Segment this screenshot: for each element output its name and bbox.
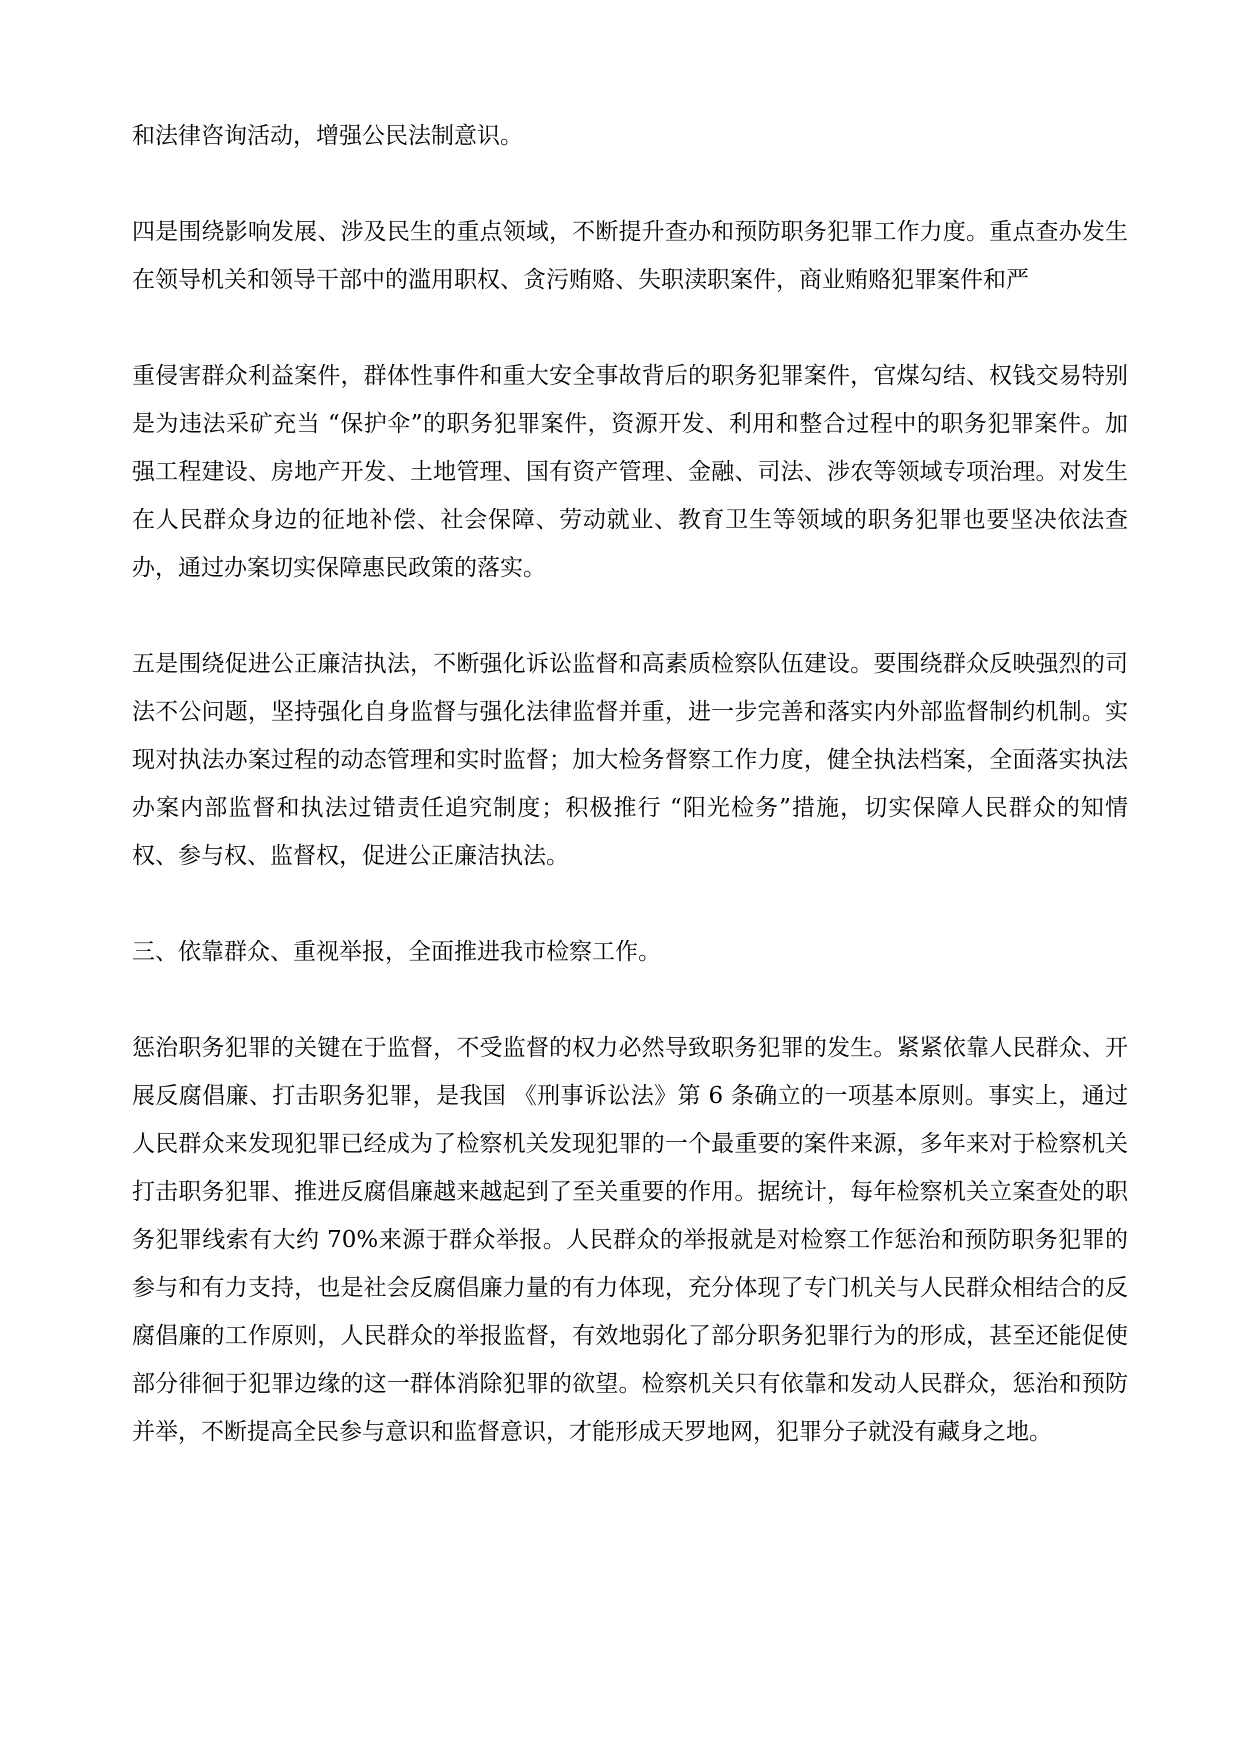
paragraph-4: 五是围绕促进公正廉洁执法，不断强化诉讼监督和高素质检察队伍建设。要围绕群众反映强烈的司法不公问题，坚持强化自身监督与强化法律监督并重，进一步完善和落实内外部监督制约机制。实现对执法办案过程的动态管理和实时监督；加大检务督察工作力度，健全执法档案，全面落实执法办案内部监督和执法过错责任追究制度；积极推行 “阳光检务”措施，切实保障人民群众的知情权、参与权、监督权，促进公正廉洁执法。: [132, 651, 1128, 869]
document-page: [132, 112, 1128, 1456]
paragraph-1: 和法律咨询活动，增强公民法制意识。: [132, 123, 523, 149]
paragraph-5: 惩治职务犯罪的关键在于监督，不受监督的权力必然导致职务犯罪的发生。紧紧依靠人民群众、开展反腐倡廉、打击职务犯罪，是我国 《刑事诉讼法》第 6 条确立的一项基本原则。事实上，通过人民群众来发现犯罪已经成为了检察机关发现犯罪的一个最重要的案件来源，多年来对于检察机关打击职务犯罪、推进反腐倡廉越来越起到了至关重要的作用。据统计，每年检察机关立案查处的职务犯罪线索有大约 70%来源于群众举报。人民群众的举报就是对检察工作惩治和预防职务犯罪的参与和有力支持，也是社会反腐倡廉力量的有力体现，充分体现了专门机关与人民群众相结合的反腐倡廉的工作原则，人民群众的举报监督，有效地弱化了部分职务犯罪行为的形成，甚至还能促使部分徘徊于犯罪边缘的这一群体消除犯罪的欲望。检察机关只有依靠和发动人民群众，惩治和预防并举，不断提高全民参与意识和监督意识，才能形成天罗地网，犯罪分子就没有藏身之地。: [132, 1035, 1128, 1445]
paragraph-3: 重侵害群众利益案件，群体性事件和重大安全事故背后的职务犯罪案件，官煤勾结、权钱交易特别是为违法采矿充当 “保护伞”的职务犯罪案件，资源开发、利用和整合过程中的职务犯罪案件。加强工程建设、房地产开发、土地管理、国有资产管理、金融、司法、涉农等领域专项治理。对发生在人民群众身边的征地补偿、社会保障、劳动就业、教育卫生等领域的职务犯罪也要坚决依法查办，通过办案切实保障惠民政策的落实。: [132, 363, 1128, 581]
section-heading: 三、依靠群众、重视举报，全面推进我市检察工作。: [132, 939, 661, 965]
paragraph-2: 四是围绕影响发展、涉及民生的重点领域，不断提升查办和预防职务犯罪工作力度。重点查办发生在领导机关和领导干部中的滥用职权、贪污贿赂、失职渎职案件，商业贿赂犯罪案件和严: [132, 219, 1128, 293]
